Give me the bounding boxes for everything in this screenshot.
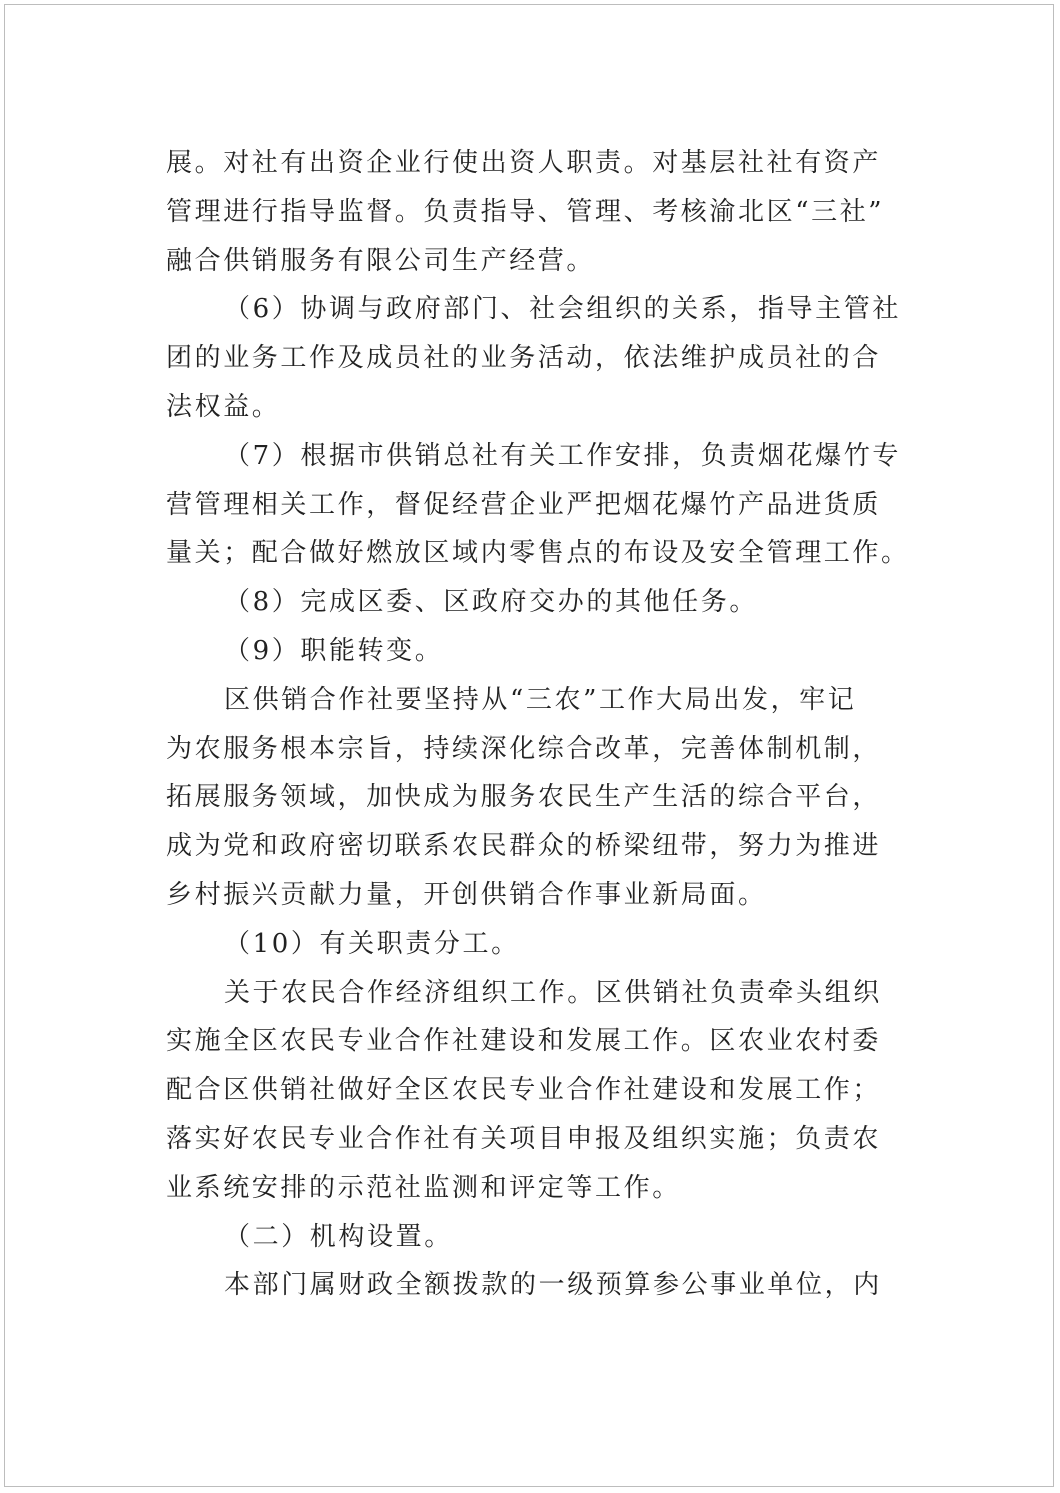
text-line: 为农服务根本宗旨，持续深化综合改革，完善体制机制，	[166, 733, 882, 764]
document-body	[166, 139, 926, 1310]
text-line: 展。对社有出资企业行使出资人职责。对基层社社有资产	[166, 148, 882, 178]
text-line: 融合供销服务有限公司生产经营。	[166, 245, 596, 276]
text-line: 拓展服务领域，加快成为服务农民生产生活的综合平台，	[166, 782, 882, 813]
text-line: （9）职能转变。	[224, 635, 444, 666]
text-line: 业系统安排的示范社监测和评定等工作。	[166, 1172, 681, 1203]
text-line: 本部门属财政全额拨款的一级预算参公事业单位，内	[224, 1270, 882, 1301]
text-line: 团的业务工作及成员社的业务活动，依法维护成员社的合	[166, 343, 882, 374]
text-line: 成为党和政府密切联系农民群众的桥梁纽带，努力为推进	[166, 831, 882, 862]
text-line: 营管理相关工作，督促经营企业严把烟花爆竹产品进货质	[166, 489, 882, 520]
text-line: 乡村振兴贡献力量，开创供销合作事业新局面。	[166, 879, 767, 910]
text-line: （8）完成区委、区政府交办的其他任务。	[224, 587, 758, 618]
text-line: （6）协调与政府部门、社会组织的关系，指导主管社	[224, 294, 901, 325]
text-line: 实施全区农民专业合作社建设和发展工作。区农业农村委	[166, 1026, 882, 1057]
text-line: （10）有关职责分工。	[224, 928, 520, 959]
text-line: 法权益。	[166, 391, 281, 422]
text-line: 关于农民合作经济组织工作。区供销社负责牵头组织	[224, 977, 882, 1008]
text-line: 管理进行指导监督。负责指导、管理、考核渝北区“三社”	[166, 196, 885, 227]
text-line: 量关；配合做好燃放区域内零售点的布设及安全管理工作。	[166, 538, 910, 569]
text-line: （二）机构设置。	[224, 1221, 453, 1252]
text-line: 区供销合作社要坚持从“三农”工作大局出发，牢记	[224, 684, 857, 715]
text-line: 落实好农民专业合作社有关项目申报及组织实施；负责农	[166, 1123, 882, 1154]
text-line: （7）根据市供销总社有关工作安排，负责烟花爆竹专	[224, 440, 901, 471]
text-line: 配合区供销社做好全区农民专业合作社建设和发展工作；	[166, 1075, 882, 1106]
